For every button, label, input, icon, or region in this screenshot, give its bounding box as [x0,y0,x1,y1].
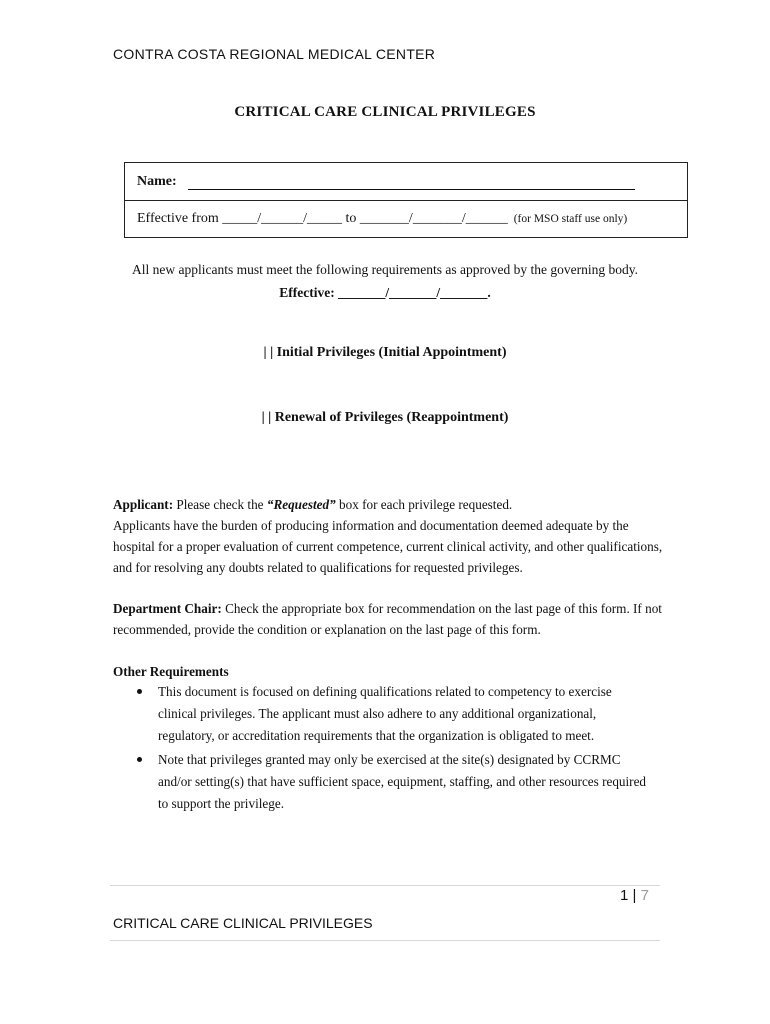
effective-row [125,201,687,237]
applicant-text-after: box for each privilege requested. [335,497,513,512]
page-separator: | [628,887,641,904]
footer-divider [110,885,660,886]
other-requirements-heading [113,661,673,682]
effective-dates [137,211,627,227]
department-chair-text: Check the appropriate box for recommendation on the last page of this form. If not recommended, provide the condition or explanation on the last page of this form. [113,601,662,637]
document-title: CRITICAL CARE CLINICAL PRIVILEGES [234,104,536,120]
list-item [133,681,653,747]
page-current: 1 [620,887,629,904]
name-field[interactable] [188,189,635,190]
effective-date-line: Effective: _______/_______/_______. [279,285,491,300]
applicant-body: Applicants have the burden of producing information and documentation deemed adequate by the hospital for a proper evaluation of current competence, current clinical activity, and other qualifications, and for resolving any doubts related to qualifications for requested privileges. [113,518,663,575]
page-total: 7 [640,887,649,904]
mso-note: (for MSO staff use only) [513,213,628,225]
applicant-label: Applicant: [113,497,174,512]
renewal-privileges-option[interactable]: | | Renewal of Privileges (Reappointment) [261,410,509,425]
name-row [125,163,687,201]
name-label: Name: [137,174,177,189]
applicant-section [113,494,673,578]
intro-text: All new applicants must meet the following requirements as approved by the governing body. [131,262,638,277]
footer-bottom-divider [110,940,660,941]
other-requirements-label: Other Requirements [113,664,229,679]
page-header: CONTRA COSTA REGIONAL MEDICAL CENTER [113,46,436,62]
bullet-icon [137,689,142,694]
requirements-list [133,681,653,817]
applicant-info-box [124,162,688,238]
requested-emphasis: “Requested” [266,497,336,512]
initial-privileges-option[interactable]: | | Initial Privileges (Initial Appointment) [263,345,507,360]
footer-title: CRITICAL CARE CLINICAL PRIVILEGES [113,915,373,931]
department-chair-label: Department Chair: [113,601,222,616]
applicant-text-before: Please check the [173,497,267,512]
page-number [620,887,649,904]
list-item [133,749,653,815]
department-chair-section [113,598,673,640]
list-item-text: Note that privileges granted may only be exercised at the site(s) designated by CCRMC and/or setting(s) that have sufficient space, equipment, staffing, and other resources required to support the privilege. [158,752,647,811]
list-item-text: This document is focused on defining qualifications related to competency to exercise clinical privileges. The applicant must also adhere to any additional organizational, regulatory, or accreditation requirements that the organization is obligated to meet. [158,684,612,743]
bullet-icon [137,757,142,762]
effective-dates-text: Effective from _____/______/_____ to _______/_______/______ [137,211,508,226]
